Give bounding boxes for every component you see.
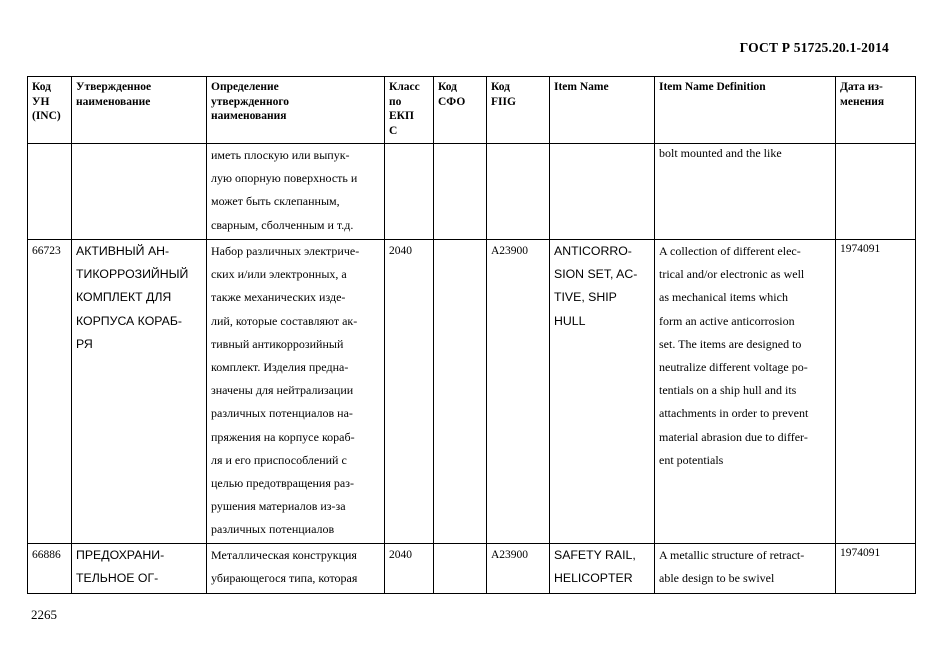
col-header-change-date: Дата из- менения — [836, 77, 916, 144]
cell-inc — [28, 144, 72, 240]
cell-fiig: A23900 — [487, 240, 550, 544]
cell-change-date — [836, 144, 916, 240]
cell-sfo — [434, 240, 487, 544]
cell-item-name — [550, 144, 655, 240]
table-row — [28, 144, 916, 240]
cell-definition: Металлическая конструкция убирающегося типа, которая — [207, 544, 385, 594]
cell-fiig: A23900 — [487, 544, 550, 594]
cell-change-date: 1974091 — [836, 544, 916, 594]
catalog-table — [27, 76, 916, 594]
cell-item-definition: A collection of different elec- trical and/or electronic as well as mechanical items which form an active anticorrosion set. The items are designed to neutralize different voltage po- tentials on a ship hull and its attachments in order to prevent material abrasion due to differ- ent potentials — [655, 240, 836, 544]
cell-sfo — [434, 144, 487, 240]
col-header-item-definition: Item Name Definition — [655, 77, 836, 144]
col-header-sfo: Код СФО — [434, 77, 487, 144]
cell-class: 2040 — [385, 544, 434, 594]
table-row — [28, 544, 916, 594]
cell-item-definition: A metallic structure of retract- able design to be swivel — [655, 544, 836, 594]
cell-approved-name: АКТИВНЫЙ АН- ТИКОРРОЗИЙНЫЙ КОМПЛЕКТ ДЛЯ КОРПУСА КОРАБ- РЯ — [72, 240, 207, 544]
col-header-inc: Код УН (INC) — [28, 77, 72, 144]
cell-item-name: ANTICORRO- SION SET, AC- TIVE, SHIP HULL — [550, 240, 655, 544]
cell-approved-name — [72, 144, 207, 240]
cell-approved-name: ПРЕДОХРАНИ- ТЕЛЬНОЕ ОГ- — [72, 544, 207, 594]
cell-inc: 66886 — [28, 544, 72, 594]
cell-item-name: SAFETY RAIL, HELICOPTER — [550, 544, 655, 594]
col-header-fiig: Код FIIG — [487, 77, 550, 144]
table-header-row — [28, 77, 916, 144]
cell-change-date: 1974091 — [836, 240, 916, 544]
cell-definition: Набор различных электриче- ских и/или электронных, а также механических изде- лий, которые составляют ак- тивный антикоррозийный комплект. Изделия предна- значены для нейтрализации различных потенциалов на- пряжения на корпусе кораб- ля и его приспособлений с целью предотвращения раз- рушения материалов из-за различных потенциалов — [207, 240, 385, 544]
col-header-approved-name: Утвержденное наименование — [72, 77, 207, 144]
col-header-class: Класс по ЕКП С — [385, 77, 434, 144]
col-header-item-name: Item Name — [550, 77, 655, 144]
cell-class: 2040 — [385, 240, 434, 544]
cell-inc: 66723 — [28, 240, 72, 544]
cell-definition: иметь плоскую или выпук- лую опорную поверхность и может быть склепанным, сварным, сболченным и т.д. — [207, 144, 385, 240]
table-row — [28, 240, 916, 544]
page-number: 2265 — [31, 607, 57, 622]
cell-item-definition: bolt mounted and the like — [655, 144, 836, 240]
cell-class — [385, 144, 434, 240]
col-header-definition: Определение утвержденного наименования — [207, 77, 385, 144]
document-header: ГОСТ Р 51725.20.1-2014 — [739, 40, 889, 55]
cell-fiig — [487, 144, 550, 240]
cell-sfo — [434, 544, 487, 594]
